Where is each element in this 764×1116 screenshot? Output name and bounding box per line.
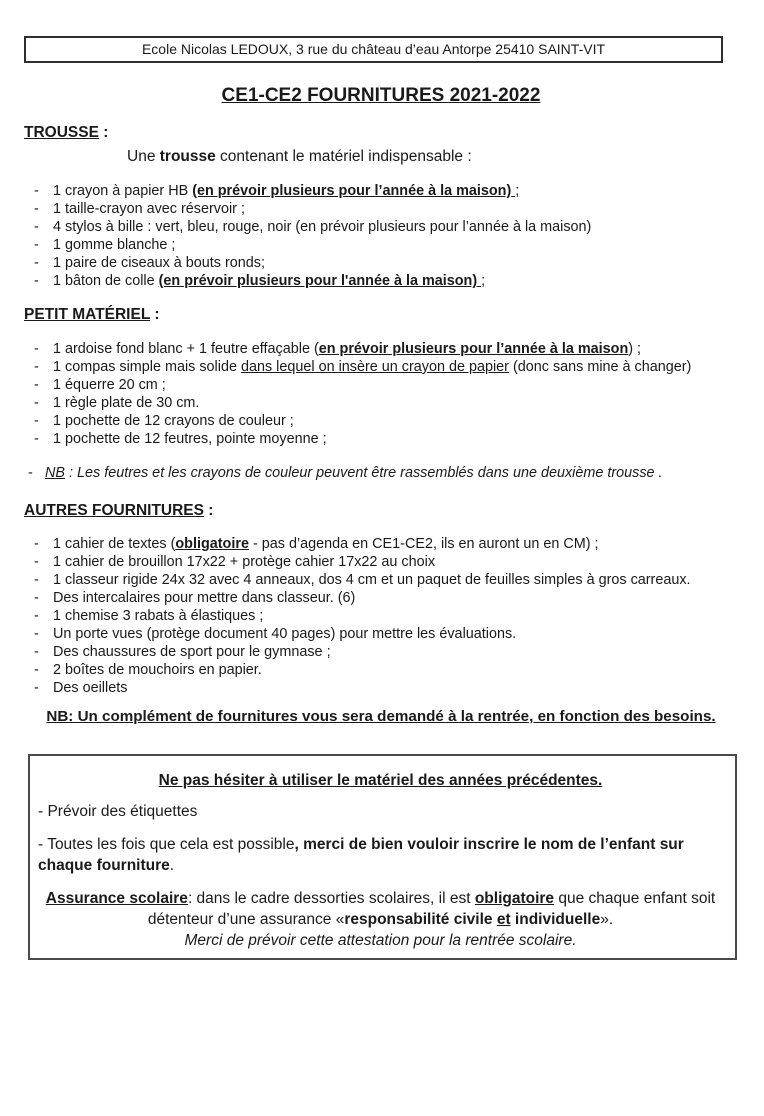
section-heading-label: PETIT MATÉRIEL (24, 306, 151, 323)
section-heading-trousse (24, 124, 738, 142)
text-segment: ». (600, 911, 614, 928)
school-address: Ecole Nicolas LEDOUX, 3 rue du château d’eau Antorpe 25410 SAINT-VIT (141, 41, 606, 57)
section-petit-materiel (24, 306, 738, 482)
text-segment: obligatoire (175, 536, 249, 552)
box-paragraph-reuse-material (38, 770, 723, 791)
text-segment: 1 bâton de colle (53, 273, 159, 289)
box-paragraph-write-name (38, 834, 723, 876)
trousse-intro (24, 148, 738, 166)
list-item (24, 553, 709, 571)
list-item (24, 661, 709, 679)
list-item (24, 412, 709, 430)
text-segment: 1 ardoise fond blanc + 1 feutre effaçable ( (53, 341, 319, 357)
section-heading-colon: : (150, 306, 160, 323)
text-segment: - Toutes les fois que cela est possible (38, 836, 295, 853)
document-page (0, 36, 764, 960)
text-segment: Un porte vues (protège document 40 pages) pour mettre les évaluations. (53, 626, 517, 642)
page-title (24, 83, 738, 108)
text-segment: ) ; (628, 341, 642, 357)
text-segment: Une (127, 148, 160, 165)
text-segment: individuelle (510, 911, 601, 928)
section-heading-label: TROUSSE (24, 124, 99, 141)
text-segment: contenant le matériel indispensable : (215, 148, 472, 165)
text-segment: 1 gomme blanche ; (53, 237, 176, 253)
text-segment: et (496, 911, 511, 928)
list-item (24, 430, 709, 448)
section-heading-colon: : (98, 124, 109, 141)
list-item (24, 394, 709, 412)
section-heading-colon: : (203, 502, 214, 519)
nb-footer-note (24, 707, 738, 726)
text-segment: , merci de bien vouloir inscrire le nom de l’enfant sur chaque fourniture (38, 836, 684, 874)
text-segment: 1 taille-crayon avec réservoir ; (53, 201, 245, 217)
text-segment: 2 boîtes de mouchoirs en papier. (53, 662, 262, 678)
text-segment: 1 pochette de 12 crayons de couleur ; (53, 413, 294, 429)
list-item (24, 625, 709, 643)
section-autres-fournitures (24, 502, 738, 697)
text-segment: Des intercalaires pour mettre dans classeur. (6) (53, 590, 356, 606)
section-heading-autres-fournitures (24, 502, 738, 520)
list-item (24, 376, 709, 394)
list-item (24, 340, 709, 358)
school-header-box (24, 36, 723, 63)
text-segment: (en prévoir plusieurs pour l'année à la maison) (158, 273, 478, 289)
text-segment: - pas d’agenda en CE1-CE2, ils en auront un en CM) ; (248, 536, 599, 552)
list-item (24, 571, 709, 589)
list-item (24, 679, 709, 697)
section-heading-label: AUTRES FOURNITURES (24, 502, 204, 519)
text-segment: - Prévoir des étiquettes (38, 803, 198, 820)
box-paragraph-insurance (38, 888, 723, 930)
list-item (24, 535, 709, 553)
box-paragraph-attestation (38, 930, 723, 951)
text-segment: 1 règle plate de 30 cm. (53, 395, 200, 411)
text-segment: . (169, 857, 175, 874)
section-trousse (24, 124, 738, 290)
list-item (24, 607, 709, 625)
petit-materiel-nb-note (24, 464, 724, 482)
text-segment: 1 chemise 3 rabats à élastiques ; (53, 608, 264, 624)
text-segment: trousse (159, 148, 216, 165)
page-title-text: CE1-CE2 FOURNITURES 2021-2022 (221, 85, 541, 106)
section-heading-petit-materiel (24, 306, 738, 324)
text-segment: ; (477, 273, 486, 289)
list-item (24, 200, 709, 218)
text-segment: 1 équerre 20 cm ; (53, 377, 166, 393)
text-segment: 1 paire de ciseaux à bouts ronds; (53, 255, 265, 271)
list-item (24, 182, 709, 200)
bottom-info-box (28, 754, 737, 960)
text-segment: : dans le cadre dessorties scolaires, il est (187, 890, 475, 907)
text-segment: 4 stylos à bille : vert, bleu, rouge, noir (en prévoir plusieurs pour l’année à la maison) (53, 219, 592, 235)
trousse-list (24, 182, 738, 290)
list-item (24, 254, 709, 272)
text-segment: en prévoir plusieurs pour l’année à la maison (318, 341, 629, 357)
text-segment: responsabilité civile (344, 911, 497, 928)
text-segment: NB (45, 465, 65, 481)
text-segment: Ne pas hésiter à utiliser le matériel des années précédentes. (158, 772, 603, 789)
list-item (24, 272, 709, 290)
petit-materiel-list (24, 340, 738, 448)
text-segment: Merci de prévoir cette attestation pour la rentrée scolaire. (184, 932, 577, 949)
text-segment: 1 compas simple mais solide (53, 359, 241, 375)
autres-fournitures-list (24, 535, 738, 697)
text-segment: 1 classeur rigide 24x 32 avec 4 anneaux, dos 4 cm et un paquet de feuilles simples à gros carreaux. (53, 572, 691, 588)
list-item (24, 643, 709, 661)
text-segment: dans lequel on insère un crayon de papier (240, 359, 509, 375)
text-segment: 1 pochette de 12 feutres, pointe moyenne ; (53, 431, 327, 447)
text-segment: NB: Un complément de fournitures vous sera demandé à la rentrée, en fonction des besoins. (46, 708, 716, 725)
text-segment: 1 cahier de textes ( (53, 536, 176, 552)
list-item (24, 218, 709, 236)
text-segment: 1 crayon à papier HB (53, 183, 193, 199)
text-segment: Assurance scolaire (45, 890, 188, 907)
text-segment: 1 cahier de brouillon 17x22 + protège cahier 17x22 au choix (53, 554, 436, 570)
text-segment: : Les feutres et les crayons de couleur peuvent être rassemblés dans une deuxième trousse . (65, 465, 663, 481)
list-item (24, 358, 709, 376)
text-segment: Des oeillets (53, 680, 128, 696)
text-segment: que chaque enfant soit détenteur d’une assurance « (147, 890, 716, 928)
text-segment: (en prévoir plusieurs pour l’année à la maison) (192, 183, 512, 199)
text-segment: ; (511, 183, 520, 199)
text-segment: obligatoire (474, 890, 555, 907)
list-item (24, 589, 709, 607)
text-segment: (donc sans mine à changer) (508, 359, 692, 375)
box-paragraph-labels (38, 801, 723, 822)
text-segment: Des chaussures de sport pour le gymnase ; (53, 644, 331, 660)
list-item (24, 236, 709, 254)
